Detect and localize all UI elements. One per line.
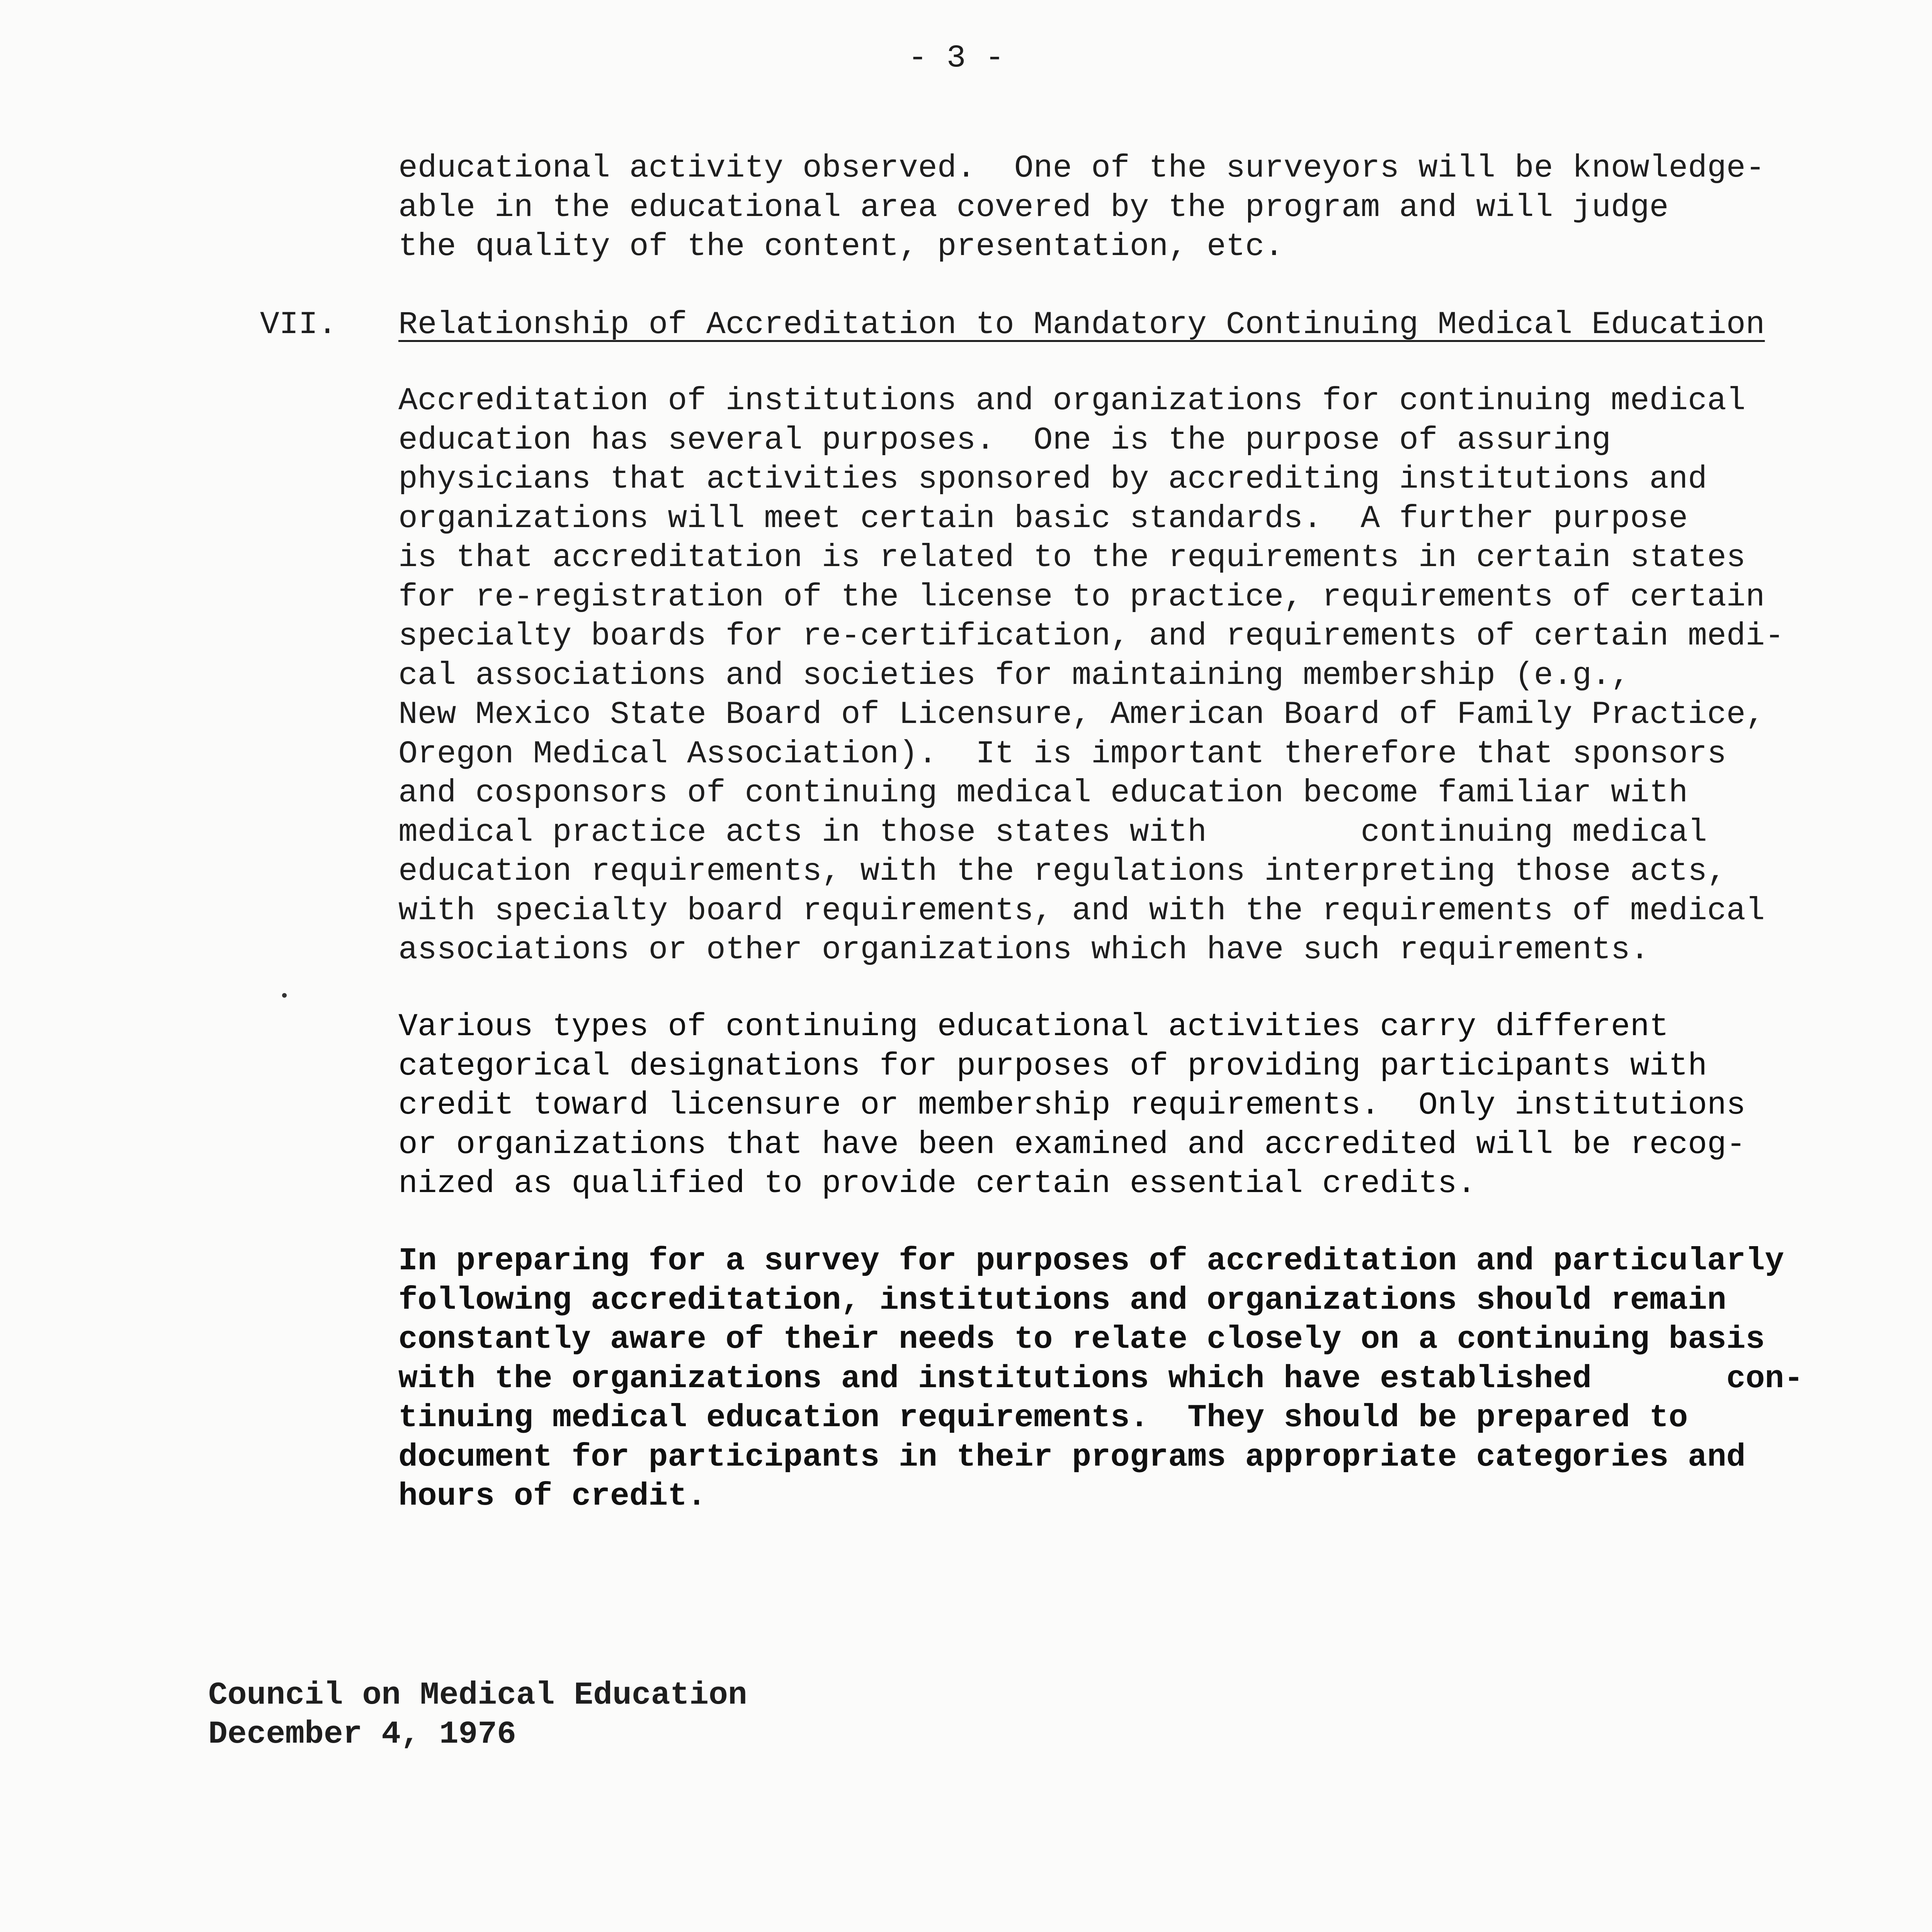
- text-line: is that accreditation is related to the requirements in certain states: [398, 539, 1746, 576]
- text-line: with the organizations and institutions which have established con-: [398, 1360, 1803, 1397]
- text-line: New Mexico State Board of Licensure, American Board of Family Practice,: [398, 696, 1765, 733]
- text-line: organizations will meet certain basic standards. A further purpose: [398, 500, 1688, 537]
- text-line: with specialty board requirements, and with the requirements of medical: [398, 892, 1765, 929]
- text-line: physicians that activities sponsored by accrediting institutions and: [398, 461, 1707, 497]
- text-line: Oregon Medical Association). It is important therefore that sponsors: [398, 735, 1726, 772]
- text-line: December 4, 1976: [208, 1716, 516, 1752]
- text-line: credit toward licensure or membership requirements. Only institutions: [398, 1087, 1746, 1123]
- section-heading: Relationship of Accreditation to Mandatory Continuing Medical Education: [398, 306, 1765, 343]
- paragraph-continuation: [398, 149, 1765, 267]
- text-line: Various types of continuing educational activities carry different: [398, 1009, 1669, 1045]
- text-line: associations or other organizations which have such requirements.: [398, 932, 1650, 968]
- text-line: and cosponsors of continuing medical education become familiar with: [398, 775, 1688, 811]
- paragraph-accreditation-purposes: [398, 381, 1784, 970]
- text-line: Council on Medical Education: [208, 1677, 747, 1713]
- text-line: the quality of the content, presentation, etc.: [398, 228, 1284, 265]
- paragraph-survey-preparation: [398, 1242, 1803, 1516]
- text-line: for re-registration of the license to practice, requirements of certain: [398, 578, 1765, 615]
- text-line: able in the educational area covered by the program and will judge: [398, 189, 1669, 226]
- text-line: or organizations that have been examined and accredited will be recog-: [398, 1126, 1746, 1163]
- page-number: - 3 -: [908, 40, 1005, 76]
- text-line: nized as qualified to provide certain essential credits.: [398, 1165, 1476, 1202]
- text-line: educational activity observed. One of the surveyors will be knowledge-: [398, 150, 1765, 186]
- text-line: constantly aware of their needs to relate closely on a continuing basis: [398, 1321, 1765, 1357]
- text-line: document for participants in their programs appropriate categories and: [398, 1439, 1746, 1475]
- text-line: tinuing medical education requirements. They should be prepared to: [398, 1400, 1688, 1436]
- signature-block: [208, 1676, 747, 1754]
- text-line: specialty boards for re-certification, and requirements of certain medi-: [398, 618, 1784, 654]
- text-line: medical practice acts in those states with continuing medical: [398, 814, 1707, 850]
- scan-speck: [282, 993, 287, 998]
- text-line: In preparing for a survey for purposes of accreditation and particularly: [398, 1243, 1784, 1279]
- section-number: VII.: [260, 306, 337, 343]
- text-line: education requirements, with the regulations interpreting those acts,: [398, 853, 1726, 889]
- text-line: cal associations and societies for maintaining membership (e.g.,: [398, 657, 1630, 694]
- text-line: categorical designations for purposes of providing participants with: [398, 1048, 1707, 1084]
- paragraph-credit-designations: [398, 1007, 1746, 1204]
- text-line: hours of credit.: [398, 1478, 706, 1514]
- text-line: education has several purposes. One is the purpose of assuring: [398, 422, 1611, 458]
- text-line: following accreditation, institutions and organizations should remain: [398, 1282, 1726, 1318]
- text-line: Accreditation of institutions and organizations for continuing medical: [398, 383, 1746, 419]
